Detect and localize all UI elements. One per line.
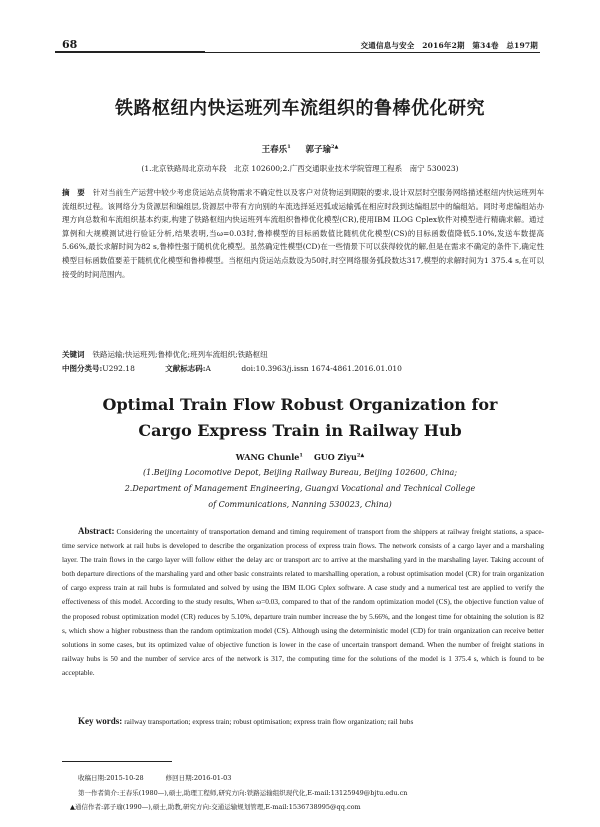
footnote-first-author: 第一作者简介:王春乐(1980—),硕士,助理工程师,研究方向:铁路运输组织现代化,E-mail:13125949@bjtu.edu.cn bbox=[78, 789, 408, 797]
author-mark: 2▲ bbox=[330, 144, 339, 151]
english-affiliation-line3: of Communications, Nanning 530023, China) bbox=[208, 500, 392, 509]
author-name: 郭子瑜 bbox=[305, 145, 331, 155]
english-abstract bbox=[62, 524, 544, 680]
english-title-line2: Cargo Express Train in Railway Hub bbox=[138, 421, 462, 440]
doi: doi:10.3963/j.issn 1674-4861.2016.01.010 bbox=[241, 364, 402, 373]
keywords-text: 铁路运输;快运班列;鲁棒优化;班列车流组织;铁路枢纽 bbox=[92, 350, 268, 359]
abstract-text: 针对当前生产运营中较少考虑货运站点货物需求不确定性以及客户对货物运到期限的要求,设计双层时空服务网络描述枢纽内快运班列车流组织过程。该网络分为货源层和编组层,货源层中带有方向别的车流选择延迟弧或运输弧在相应时段到达编组层中的编组站。同时考虑编组站办理方向总数和车流组织基本约束,构建了铁路枢纽内快运班列车流组织鲁棒优化模型(CR),使用IBM ILOG Cplex软件对模型进行精确求解。通过算例和大规模测试进行验证分析,结果表明,当ω=0.03时,鲁棒模型的目标函数值比随机优化模型(CS)的目标函数值降低5.10%,发送车数提高5.66%,最长求解时间为82 s,鲁棒性强于随机优化模型。虽然确定性模型(CD)在一些情景下可以获得较优的解,但是在需求不确定的条件下,确定性模型目标函数值要差于随机优化模型和鲁棒模型。当枢纽内货运站点数设为50时,时空网络服务弧段数达317,模型的求解时间为1 375.4 s,在可以接受的时间范围内。 bbox=[62, 188, 544, 279]
chinese-authors bbox=[50, 143, 550, 155]
chinese-affiliations: (1.北京铁路局北京动车段 北京 102600;2.广西交通职业技术学院管理工程系 南宁 530023) bbox=[141, 164, 459, 173]
author-name: 王春乐 bbox=[261, 145, 288, 155]
author-name: GUO Ziyu bbox=[313, 452, 357, 462]
doc-label: 文献标志码: bbox=[165, 364, 206, 373]
keywords-label: 关键词 bbox=[62, 350, 85, 359]
keywords-text: railway transportation; express train; robust optimisation; express train flow organization; rail hubs bbox=[124, 717, 414, 726]
english-title-line1: Optimal Train Flow Robust Organization for bbox=[102, 395, 498, 414]
english-authors bbox=[50, 452, 550, 462]
footnote-rule bbox=[62, 761, 172, 762]
class-value: U292.18 bbox=[102, 364, 135, 373]
class-label: 中图分类号: bbox=[62, 364, 103, 373]
page-number: 68 bbox=[62, 38, 78, 51]
keywords-label: Key words: bbox=[78, 716, 123, 726]
abstract-label: 摘 要 bbox=[62, 188, 85, 197]
author-mark: 2▲ bbox=[356, 452, 365, 459]
author-name: WANG Chunle bbox=[235, 452, 300, 462]
author-mark: 1 bbox=[299, 452, 303, 459]
author-mark: 1 bbox=[287, 144, 291, 151]
received-date: 收稿日期:2015-10-28 bbox=[78, 774, 144, 782]
doc-value: A bbox=[205, 364, 211, 373]
chinese-abstract bbox=[62, 186, 544, 281]
classification-line bbox=[62, 362, 544, 376]
footnote-dates bbox=[78, 773, 231, 782]
english-keywords bbox=[78, 716, 548, 726]
chinese-title: 铁路枢纽内快运班列车流组织的鲁棒优化研究 bbox=[115, 98, 485, 119]
abstract-label: Abstract: bbox=[78, 526, 115, 536]
english-affiliation-line2: 2.Department of Management Engineering, Guangxi Vocational and Technical College bbox=[124, 484, 476, 493]
abstract-text: Considering the uncertainty of transportation demand and timing requirement of transport from the shippers at railway freight stations, a space-time service network at rail hubs is developed to describe the organization process of express train flows. The network consists of a cargo layer and a marshaling layer. The train flows in the cargo layer will follow either the delay arc or transport arc to arrive at the marshaling yard in the marshaling layer. Taking account of both departure directions of the marshaling yard and other basic constraints related to marshalling operation, a robust optimisation model (CR) for train organization of cargo express train at rail hubs is formulated and solved by using the IBM ILOG Cplex software. A case study and a numerical test are applied to verify the effectiveness of this model. According to the study results, When ω=0.03, compared to that of the random optimization model (CS), the objective function value of the proposed robust optimization model (CR) reduces by 5.10%, departure train number increase the by 5.66%, and the longest time for obtaining the solution is 82 s, which show a higher robustness than the random optimization model (CS). Although using the deterministic model (CD) for train organization can receive better solutions in some cases, but its optimized value of objective function is lower in the case of uncertain transport demand. When the number of freight stations in railway hubs is 50 and the number of service arcs of the network is 317, the computing time for the solutions of the model is 1 375.4 s, which is found to be acceptable. bbox=[62, 527, 544, 677]
english-affiliation-line1: (1.Beijing Locomotive Depot, Beijing Railway Bureau, Beijing 102600, China; bbox=[142, 468, 458, 477]
footnote-corresponding-author: ▲通信作者:郭子瑜(1990—),硕士,助教,研究方向:交通运输规划管理,E-mail:1536738995@qq.com bbox=[70, 803, 361, 811]
chinese-keywords bbox=[62, 348, 544, 362]
journal-header: 交通信息与安全 2016年2期 第34卷 总197期 bbox=[360, 41, 538, 50]
header-rule bbox=[55, 52, 540, 53]
revised-date: 修回日期:2016-01-03 bbox=[165, 774, 232, 782]
